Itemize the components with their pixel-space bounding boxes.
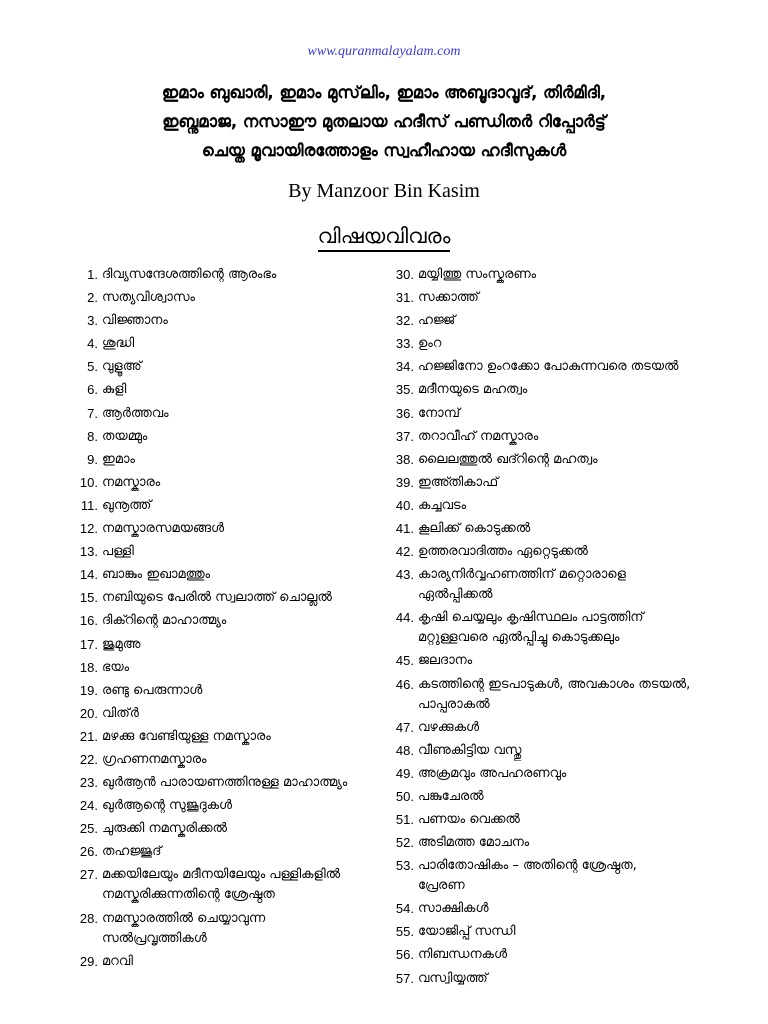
toc-item-number: 2. bbox=[87, 290, 98, 306]
toc-item bbox=[60, 704, 380, 724]
toc-item-line: കുളി bbox=[102, 382, 127, 398]
toc-item-text bbox=[414, 473, 754, 493]
toc-item-line: തഹജ്ജുദ് bbox=[102, 844, 162, 860]
toc-item-text bbox=[414, 427, 754, 447]
toc-item bbox=[60, 952, 380, 972]
toc-item-number: 18. bbox=[79, 659, 98, 675]
toc-item-number: 3. bbox=[87, 313, 98, 329]
toc-item-line: പങ്കുചേരൽ bbox=[418, 788, 484, 804]
toc-item-number: 38. bbox=[395, 451, 414, 467]
toc-item-text bbox=[98, 865, 380, 905]
toc-item-number: 51. bbox=[395, 811, 414, 827]
toc-item-text bbox=[414, 787, 754, 807]
toc-item-line: ദിവ്യസന്ദേശത്തിന്റെ ആരംഭം bbox=[102, 267, 277, 282]
toc-item-line: വിത്ർ bbox=[102, 705, 139, 721]
toc-item-line: ഹജ്ജ് bbox=[418, 313, 456, 329]
toc-item-number: 28. bbox=[79, 910, 98, 926]
toc-item-line: സത്യവിശ്വാസം bbox=[102, 290, 195, 306]
toc-item-line: സാക്ഷികൾ bbox=[418, 901, 489, 917]
toc-item-line: ഇമാം bbox=[102, 451, 135, 467]
toc-item-number: 11. bbox=[80, 497, 98, 513]
toc-item bbox=[384, 288, 754, 308]
toc-item-text bbox=[98, 727, 380, 747]
toc-item-number: 31. bbox=[395, 290, 414, 306]
toc-item bbox=[60, 750, 380, 770]
toc-item-number: 29. bbox=[79, 953, 98, 969]
toc-item bbox=[384, 380, 754, 400]
toc-item-number: 54. bbox=[395, 901, 414, 917]
toc-item-text bbox=[414, 922, 754, 942]
toc-item-text bbox=[414, 542, 754, 562]
toc-item-number: 53. bbox=[395, 858, 414, 874]
toc-item-line: ശുദ്ധി bbox=[102, 336, 135, 352]
toc-item-line: പണയം വെക്കൽ bbox=[418, 811, 520, 827]
toc-item bbox=[384, 922, 754, 942]
toc-item bbox=[60, 450, 380, 470]
toc-item-text bbox=[98, 357, 380, 377]
toc-item bbox=[384, 450, 754, 470]
toc-item-line: മക്കയിലേയും മദീനയിലേയും പള്ളികളിൽ bbox=[102, 867, 341, 883]
toc-item-line: ഉംറ bbox=[418, 336, 442, 352]
toc-item-number: 57. bbox=[395, 970, 414, 986]
toc-item bbox=[384, 945, 754, 965]
toc-item-line: നോമ്പ് bbox=[418, 405, 460, 421]
toc-item-line: നമസ്കാരത്തിൽ ചെയ്യാവുന്ന bbox=[102, 910, 266, 926]
toc-item-line: ജുമുഅ bbox=[102, 636, 141, 652]
toc-item-line: കൃഷി ചെയ്യലും കൃഷിസ്ഥലം പാട്ടത്തിന് bbox=[418, 610, 644, 626]
toc-item bbox=[60, 819, 380, 839]
toc-item bbox=[60, 380, 380, 400]
toc-item-line: പള്ളി bbox=[102, 544, 134, 560]
toc-item-text bbox=[414, 718, 754, 738]
toc-item-line: ദിക്റിന്റെ മാഹാത്മ്യം bbox=[102, 613, 227, 629]
toc-item-line: കാര്യനിർവ്വഹണത്തിന് മറ്റൊരാളെ bbox=[418, 567, 626, 583]
toc-item-line: മറവി bbox=[102, 953, 134, 969]
toc-item-line: ലൈലത്തുൽ ഖദ്റിന്റെ മഹത്വം bbox=[418, 451, 598, 467]
toc-item-line: ജലദാനം bbox=[418, 653, 473, 669]
toc-item bbox=[60, 773, 380, 793]
toc-item bbox=[384, 473, 754, 493]
toc-item bbox=[384, 764, 754, 784]
toc-item-text bbox=[98, 819, 380, 839]
toc-item bbox=[60, 496, 380, 516]
toc-item bbox=[384, 265, 754, 285]
toc-item bbox=[60, 658, 380, 678]
heading-line-3: ചെയ്ത മൂവായിരത്തോളം സ്വഹീഹായ ഹദീസുകൾ bbox=[201, 141, 567, 160]
toc-item-number: 45. bbox=[395, 653, 414, 669]
toc-item bbox=[60, 909, 380, 949]
toc-left-column bbox=[60, 265, 380, 975]
toc-item-line: അക്രമവും അപഹരണവും bbox=[418, 765, 567, 781]
toc-item-line: നമസ്കാരം bbox=[102, 474, 161, 490]
toc-title: വിഷയവിവരം bbox=[318, 224, 451, 252]
toc-item-number: 26. bbox=[79, 844, 98, 860]
toc-item-text bbox=[98, 909, 380, 949]
toc-item-text bbox=[414, 856, 754, 896]
toc-item bbox=[384, 334, 754, 354]
toc-item-text bbox=[98, 611, 380, 631]
toc-item bbox=[60, 842, 380, 862]
toc-item-line: ഗ്രഹണനമസ്കാരം bbox=[102, 751, 207, 767]
toc-item-number: 17. bbox=[79, 636, 98, 652]
toc-item bbox=[60, 635, 380, 655]
toc-item-text bbox=[414, 265, 754, 285]
toc-item bbox=[384, 675, 754, 715]
toc-item-text bbox=[98, 704, 380, 724]
toc-item-line: തയമ്മും bbox=[102, 428, 148, 444]
toc-item bbox=[60, 796, 380, 816]
toc-item bbox=[60, 565, 380, 585]
toc-item-number: 9. bbox=[87, 451, 98, 467]
toc-item-text bbox=[98, 565, 380, 585]
toc-item-text bbox=[98, 658, 380, 678]
toc-item-number: 37. bbox=[395, 428, 414, 444]
toc-item-number: 39. bbox=[395, 474, 414, 490]
toc-item-number: 46. bbox=[395, 676, 414, 692]
toc-item-text bbox=[414, 969, 754, 989]
toc-item bbox=[384, 969, 754, 989]
toc-item bbox=[60, 588, 380, 608]
toc-item-line: രണ്ടു പെരുന്നാൾ bbox=[102, 682, 203, 698]
toc-item-text bbox=[98, 265, 380, 285]
toc-item-text bbox=[98, 519, 380, 539]
toc-item-line: വഴക്കുകൾ bbox=[418, 719, 480, 735]
toc-item-text bbox=[98, 681, 380, 701]
toc-item-number: 27. bbox=[79, 867, 98, 883]
toc-item-number: 14. bbox=[79, 567, 98, 583]
toc-item-line: കടത്തിന്റെ ഇടപാടുകൾ, അവകാശം തടയൽ, bbox=[418, 676, 691, 692]
toc-item-number: 35. bbox=[395, 382, 414, 398]
toc-item bbox=[60, 865, 380, 905]
toc-item-text bbox=[98, 311, 380, 331]
toc-item-number: 23. bbox=[79, 775, 98, 791]
toc-item-line: യോജിപ്പ് സന്ധി bbox=[418, 924, 516, 940]
toc-item-line: പാരിതോഷികം – അതിന്റെ ശ്രേഷ്ഠത, bbox=[418, 858, 637, 874]
toc-item-number: 52. bbox=[395, 835, 414, 851]
heading-line-1: ഇമാം ബുഖാരി, ഇമാം മുസ്‌ലിം, ഇമാം അബൂദാവൂദ്, തിർമിദി, bbox=[161, 83, 607, 102]
toc-item bbox=[384, 856, 754, 896]
toc-item-number: 25. bbox=[79, 821, 98, 837]
toc-item bbox=[384, 833, 754, 853]
toc-item-number: 19. bbox=[79, 682, 98, 698]
toc-item-text bbox=[414, 496, 754, 516]
toc-item-text bbox=[98, 288, 380, 308]
toc-item bbox=[384, 542, 754, 562]
toc-item-text bbox=[414, 334, 754, 354]
toc-item bbox=[384, 810, 754, 830]
toc-item-text bbox=[414, 450, 754, 470]
page-heading bbox=[40, 78, 728, 165]
toc-item-text bbox=[414, 945, 754, 965]
toc-item bbox=[60, 519, 380, 539]
toc-item-line: ഏൽപ്പിക്കൽ bbox=[418, 587, 493, 603]
toc-item-number: 10. bbox=[79, 474, 98, 490]
toc-item bbox=[60, 311, 380, 331]
toc-item-number: 50. bbox=[395, 788, 414, 804]
toc-item-text bbox=[414, 899, 754, 919]
toc-item-line: നമസ്കാരസമയങ്ങൾ bbox=[102, 521, 225, 537]
toc-item-number: 48. bbox=[395, 742, 414, 758]
toc-item-line: മയ്യിത്തു സംസ്കരണം bbox=[418, 267, 537, 282]
toc-item-text bbox=[98, 842, 380, 862]
toc-item-text bbox=[98, 588, 380, 608]
toc-item bbox=[384, 427, 754, 447]
toc-item-text bbox=[98, 380, 380, 400]
toc-item bbox=[60, 288, 380, 308]
toc-item bbox=[384, 608, 754, 648]
toc-item-text bbox=[414, 311, 754, 331]
toc-item-text bbox=[98, 773, 380, 793]
toc-item bbox=[384, 311, 754, 331]
toc-item-text bbox=[98, 952, 380, 972]
toc-item-line: ഉത്തരവാദിത്തം ഏറ്റെടുക്കൽ bbox=[418, 544, 588, 560]
toc-item-text bbox=[414, 810, 754, 830]
toc-item-number: 34. bbox=[395, 359, 414, 375]
toc-item-line: ഖുർആൻ പാരായണത്തിനുള്ള മാഹാത്മ്യം bbox=[102, 775, 348, 791]
toc-title-wrapper bbox=[0, 224, 768, 249]
toc-item-line: ഭയം bbox=[102, 659, 130, 675]
toc-item-text bbox=[414, 675, 754, 715]
toc-item-text bbox=[414, 741, 754, 761]
toc-item-line: പ്രേരണ bbox=[418, 878, 465, 894]
toc-item bbox=[60, 334, 380, 354]
toc-item-text bbox=[414, 764, 754, 784]
toc-item bbox=[384, 565, 754, 605]
toc-item-number: 16. bbox=[79, 613, 98, 629]
toc-item-number: 43. bbox=[395, 567, 414, 583]
toc-item-text bbox=[98, 473, 380, 493]
toc-item bbox=[384, 651, 754, 671]
toc-item-line: നിബന്ധനകൾ bbox=[418, 947, 507, 963]
toc-item-number: 24. bbox=[79, 798, 98, 814]
toc-item-number: 47. bbox=[395, 719, 414, 735]
toc-item-number: 55. bbox=[395, 924, 414, 940]
toc-item-text bbox=[98, 334, 380, 354]
toc-item-number: 7. bbox=[87, 405, 98, 421]
toc-item-line: മറ്റുള്ളവരെ ഏൽപ്പിച്ചു കൊടുക്കലും bbox=[418, 630, 620, 646]
toc-item bbox=[384, 404, 754, 424]
toc-item-line: ഇഅ്തികാഫ് bbox=[418, 474, 499, 490]
toc-item-line: വസ്വിയ്യത്ത് bbox=[418, 970, 488, 986]
toc-item bbox=[60, 473, 380, 493]
toc-item bbox=[60, 611, 380, 631]
toc-item-line: വുളൂഅ് bbox=[102, 359, 142, 375]
toc-item-text bbox=[414, 833, 754, 853]
toc-item-text bbox=[98, 450, 380, 470]
toc-item-number: 22. bbox=[79, 751, 98, 767]
toc-item bbox=[60, 727, 380, 747]
toc-item-line: ഖുനൂത്ത് bbox=[102, 497, 152, 513]
toc-item-line: വീണുകിട്ടിയ വസ്തു bbox=[418, 742, 522, 758]
toc-item-number: 15. bbox=[79, 590, 98, 606]
toc-item-text bbox=[98, 427, 380, 447]
toc-item-line: വിജ്ഞാനം bbox=[102, 313, 168, 329]
toc-item-number: 41. bbox=[395, 521, 414, 537]
toc-item-line: സൽപ്രവൃത്തികൾ bbox=[102, 930, 207, 946]
toc-item bbox=[384, 357, 754, 377]
toc-item-line: നബിയുടെ പേരിൽ സ്വലാത്ത് ചൊല്ലൽ bbox=[102, 590, 332, 606]
toc-item-number: 49. bbox=[395, 765, 414, 781]
toc-item-line: ആർത്തവം bbox=[102, 405, 169, 421]
toc-item-text bbox=[98, 750, 380, 770]
toc-item bbox=[384, 519, 754, 539]
toc-item-number: 44. bbox=[395, 610, 414, 626]
toc-item-text bbox=[98, 496, 380, 516]
toc-item-line: കച്ചവടം bbox=[418, 497, 467, 513]
toc-item bbox=[384, 718, 754, 738]
toc-item-text bbox=[98, 796, 380, 816]
toc-item-line: ഖുർആന്റെ സുജൂദുകൾ bbox=[102, 798, 233, 814]
toc-item bbox=[60, 427, 380, 447]
toc-item-text bbox=[98, 635, 380, 655]
toc-item-line: അടിമത്ത മോചനം bbox=[418, 835, 530, 851]
toc-item-text bbox=[414, 651, 754, 671]
toc-item bbox=[384, 496, 754, 516]
toc-item-number: 4. bbox=[87, 336, 98, 352]
toc-item-line: ചുരുക്കി നമസ്കരിക്കൽ bbox=[102, 821, 228, 837]
toc-item-number: 1. bbox=[87, 267, 98, 282]
toc-item-number: 32. bbox=[395, 313, 414, 329]
toc-item-number: 5. bbox=[87, 359, 98, 375]
toc-item-text bbox=[98, 404, 380, 424]
toc-item-text bbox=[414, 519, 754, 539]
toc-item-text bbox=[98, 542, 380, 562]
toc-item-number: 42. bbox=[395, 544, 414, 560]
toc-item-line: ബാങ്കും ഇഖാമത്തും bbox=[102, 567, 211, 583]
site-url: www.quranmalayalam.com bbox=[307, 44, 461, 59]
heading-line-2: ഇബ്നുമാജ, നസാഈ മുതലായ ഹദീസ് പണ്ഡിതർ റിപ്പോർട്ട് bbox=[162, 112, 606, 131]
toc-item-number: 21. bbox=[79, 728, 98, 744]
toc-item bbox=[60, 357, 380, 377]
toc-item bbox=[384, 741, 754, 761]
toc-item bbox=[60, 681, 380, 701]
toc-item-number: 30. bbox=[395, 267, 414, 282]
toc-item-number: 12. bbox=[79, 521, 98, 537]
toc-item bbox=[384, 899, 754, 919]
toc-item bbox=[60, 265, 380, 285]
toc-item bbox=[384, 787, 754, 807]
toc-item-text bbox=[414, 565, 754, 605]
toc-item-text bbox=[414, 404, 754, 424]
toc-item-number: 40. bbox=[395, 497, 414, 513]
toc-item-number: 36. bbox=[395, 405, 414, 421]
toc-item-number: 8. bbox=[87, 428, 98, 444]
toc-item bbox=[60, 542, 380, 562]
toc-item-line: ഹജ്ജിനോ ഉംറക്കോ പോകുന്നവരെ തടയൽ bbox=[418, 359, 679, 375]
toc-right-column bbox=[384, 265, 754, 992]
toc-item-line: നമസ്കരിക്കുന്നതിന്റെ ശ്രേഷ്ഠത bbox=[102, 887, 275, 903]
toc-item-number: 13. bbox=[79, 544, 98, 560]
author-byline: By Manzoor Bin Kasim bbox=[288, 180, 480, 202]
toc-item-number: 6. bbox=[87, 382, 98, 398]
toc-item-text bbox=[414, 288, 754, 308]
toc-item-line: മദീനയുടെ മഹത്വം bbox=[418, 382, 528, 398]
toc-item-line: സക്കാത്ത് bbox=[418, 290, 479, 306]
toc-item-text bbox=[414, 608, 754, 648]
toc-item-number: 20. bbox=[79, 705, 98, 721]
toc-item-text bbox=[414, 380, 754, 400]
toc-item-line: മഴക്കു വേണ്ടിയുള്ള നമസ്കാരം bbox=[102, 728, 271, 744]
toc-item-number: 56. bbox=[395, 947, 414, 963]
toc-item-line: പാപ്പരാകൽ bbox=[418, 696, 490, 712]
toc-item-line: തറാവീഹ് നമസ്കാരം bbox=[418, 428, 539, 444]
toc-item-line: കൂലിക്ക് കൊടുക്കൽ bbox=[418, 521, 531, 537]
toc-item-number: 33. bbox=[395, 336, 414, 352]
toc-item bbox=[60, 404, 380, 424]
toc-item-text bbox=[414, 357, 754, 377]
